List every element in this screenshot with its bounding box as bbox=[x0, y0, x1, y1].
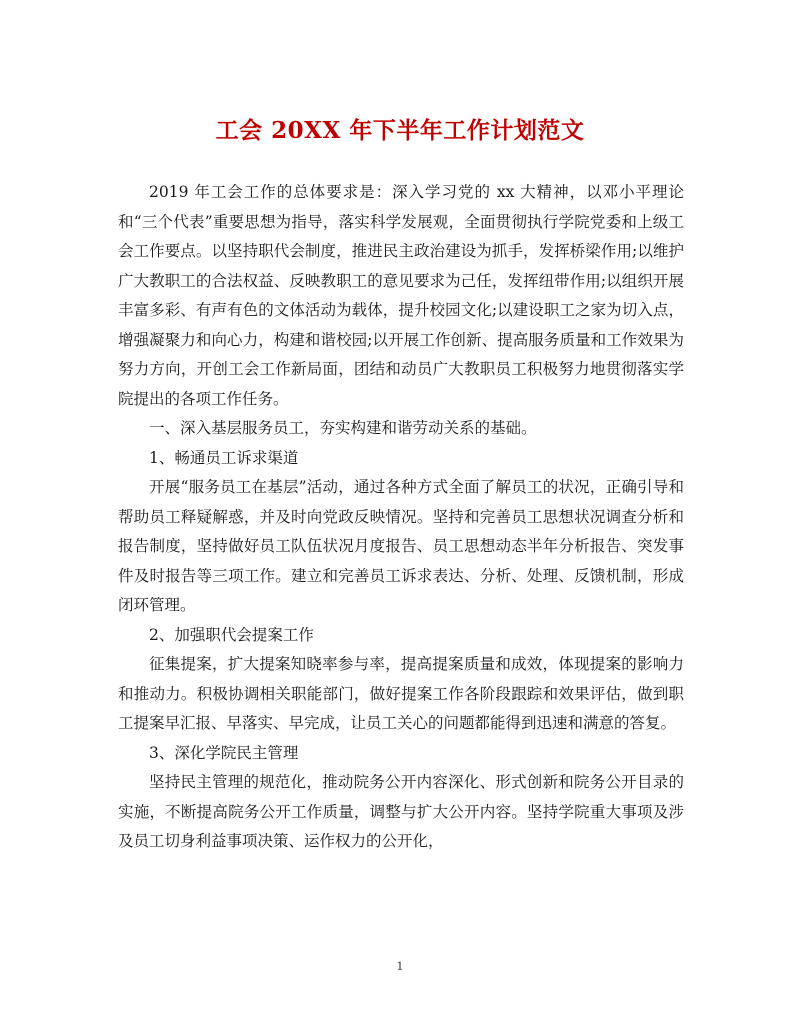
document-body bbox=[118, 178, 684, 857]
subsection-heading-1: 1、畅通员工诉求渠道 bbox=[149, 448, 299, 467]
subsection-paragraph-1: 开展“服务员工在基层”活动，通过各种方式全面了解员工的状况，正确引导和帮助员工释疑解惑，并及时向党政反映情况。坚持和完善员工思想状况调查分析和报告制度，坚持做好员工队伍状况月度报告、员工思想动态半年分析报告、突发事件及时报告等三项工作。建立和完善员工诉求表达、分析、处理、反馈机制，形成闭环管理。 bbox=[118, 478, 684, 614]
subsection-paragraph-3: 坚持民主管理的规范化，推动院务公开内容深化、形式创新和院务公开目录的实施，不断提高院务公开工作质量，调整与扩大公开内容。坚持学院重大事项及涉及员工切身利益事项决策、运作权力的公开化， bbox=[118, 773, 684, 850]
intro-paragraph: 2019 年工会工作的总体要求是：深入学习党的 xx 大精神，以邓小平理论和“三个代表”重要思想为指导，落实科学发展观，全面贯彻执行学院党委和上级工会工作要点。以坚持职代会制度，推进民主政治建设为抓手，发挥桥梁作用;以维护广大教职工的合法权益、反映教职工的意见要求为己任，发挥纽带作用;以组织开展丰富多彩、有声有色的文体活动为载体，提升校园文化;以建设职工之家为切入点，增强凝聚力和向心力，构建和谐校园;以开展工作创新、提高服务质量和工作效果为努力方向，开创工会工作新局面，团结和动员广大教职员工积极努力地贯彻落实学院提出的各项工作任务。 bbox=[118, 183, 684, 408]
document-title: 工会 20XX 年下半年工作计划范文 bbox=[215, 117, 585, 144]
subsection-paragraph-2: 征集提案，扩大提案知晓率参与率，提高提案质量和成效，体现提案的影响力和推动力。积极协调相关职能部门，做好提案工作各阶段跟踪和效果评估，做到职工提案早汇报、早落实、早完成，让员工关心的问题都能得到迅速和满意的答复。 bbox=[118, 655, 684, 732]
section-heading-1: 一、深入基层服务员工，夯实构建和谐劳动关系的基础。 bbox=[149, 419, 537, 437]
subsection-heading-2: 2、加强职代会提案工作 bbox=[149, 625, 314, 644]
subsection-heading-3: 3、深化学院民主管理 bbox=[149, 743, 299, 762]
page-number: 1 bbox=[396, 960, 404, 973]
